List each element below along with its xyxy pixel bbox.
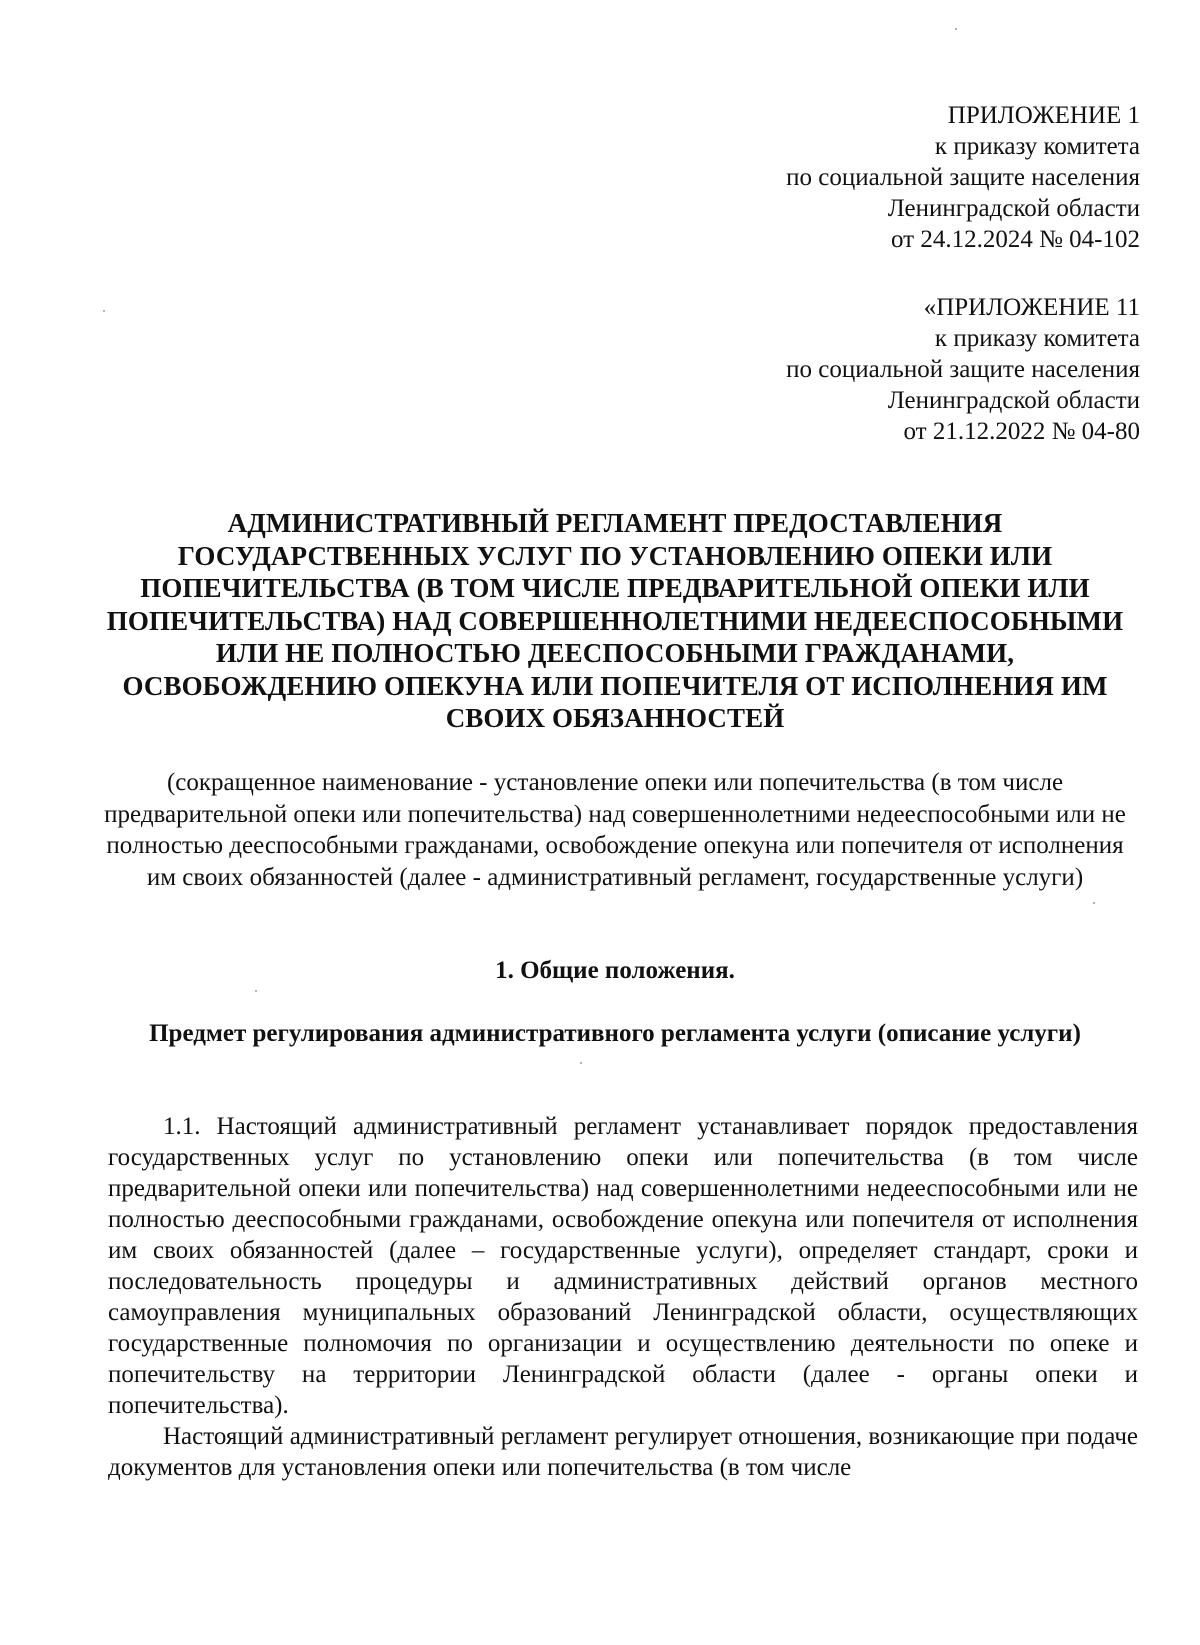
appendix-1-block — [620, 100, 1140, 255]
appendix-1-line-1: к приказу комитета — [934, 133, 1140, 160]
paragraph-2: Настоящий административный регламент регулирует отношения, возникающие при подаче документов для установления опеки или попечительства (в том числе — [108, 1423, 1138, 1481]
appendix-11-block — [620, 292, 1140, 447]
appendix-1-line-2: по социальной защите населения — [786, 164, 1140, 191]
appendix-1-heading: ПРИЛОЖЕНИЕ 1 — [947, 102, 1140, 129]
appendix-11-heading: «ПРИЛОЖЕНИЕ 11 — [923, 294, 1140, 321]
body-text — [108, 1111, 1138, 1483]
short-name-paragraph: (сокращенное наименование - установление опеки или попечительства (в том числе предварительной опеки или попечительства) над совершеннолетними недееспособными или не полностью дееспособными гражданами, освобождение опекуна или попечителя от исполнения им своих обязанностей (далее - административный регламент, государственные услуги) — [104, 769, 1126, 891]
appendix-11-line-1: к приказу комитета — [934, 325, 1140, 352]
appendix-1-line-3: Ленинградской области — [887, 195, 1140, 222]
subsection-heading: Предмет регулирования административного регламента услуги (описание услуги) — [149, 1020, 1081, 1047]
appendix-11-line-3: Ленинградской области — [887, 387, 1140, 414]
section-1-heading: 1. Общие положения. — [495, 957, 735, 984]
appendix-11-line-2: по социальной защите населения — [786, 356, 1140, 383]
paragraph-1-1: 1.1. Настоящий административный регламент устанавливает порядок предоставления государственных услуг по установлению опеки или попечительства (в том числе предварительной опеки или попечительства) над совершеннолетними недееспособными или не полностью дееспособными гражданами, освобождение опекуна или попечителя от исполнения им своих обязанностей (далее – государственные услуги), определяет стандарт, сроки и последовательность процедуры и административных действий органов местного самоуправления муниципальных образований Ленинградской области, осуществляющих государственные полномочия по организации и осуществлению деятельности по опеке и попечительству на территории Ленинградской области (далее - органы опеки и попечительства). — [108, 1113, 1138, 1419]
appendix-11-line-4: от 21.12.2022 № 04-80 — [903, 418, 1140, 445]
appendix-1-line-4: от 24.12.2024 № 04-102 — [890, 226, 1140, 253]
document-title: АДМИНИСТРАТИВНЫЙ РЕГЛАМЕНТ ПРЕДОСТАВЛЕНИЯ ГОСУДАРСТВЕННЫХ УСЛУГ ПО УСТАНОВЛЕНИЮ ОПЕКИ ИЛИ ПОПЕЧИТЕЛЬСТВА (В ТОМ ЧИСЛЕ ПРЕДВАРИТЕЛЬНОЙ ОПЕКИ ИЛИ ПОПЕЧИТЕЛЬСТВА) НАД СОВЕРШЕННОЛЕТНИМИ НЕДЕЕСПОСОБНЫМИ ИЛИ НЕ ПОЛНОСТЬЮ ДЕЕСПОСОБНЫМИ ГРАЖДАНАМИ, ОСВОБОЖДЕНИЮ ОПЕКУНА ИЛИ ПОПЕЧИТЕЛЯ ОТ ИСПОЛНЕНИЯ ИМ СВОИХ ОБЯЗАННОСТЕЙ — [106, 508, 1124, 733]
